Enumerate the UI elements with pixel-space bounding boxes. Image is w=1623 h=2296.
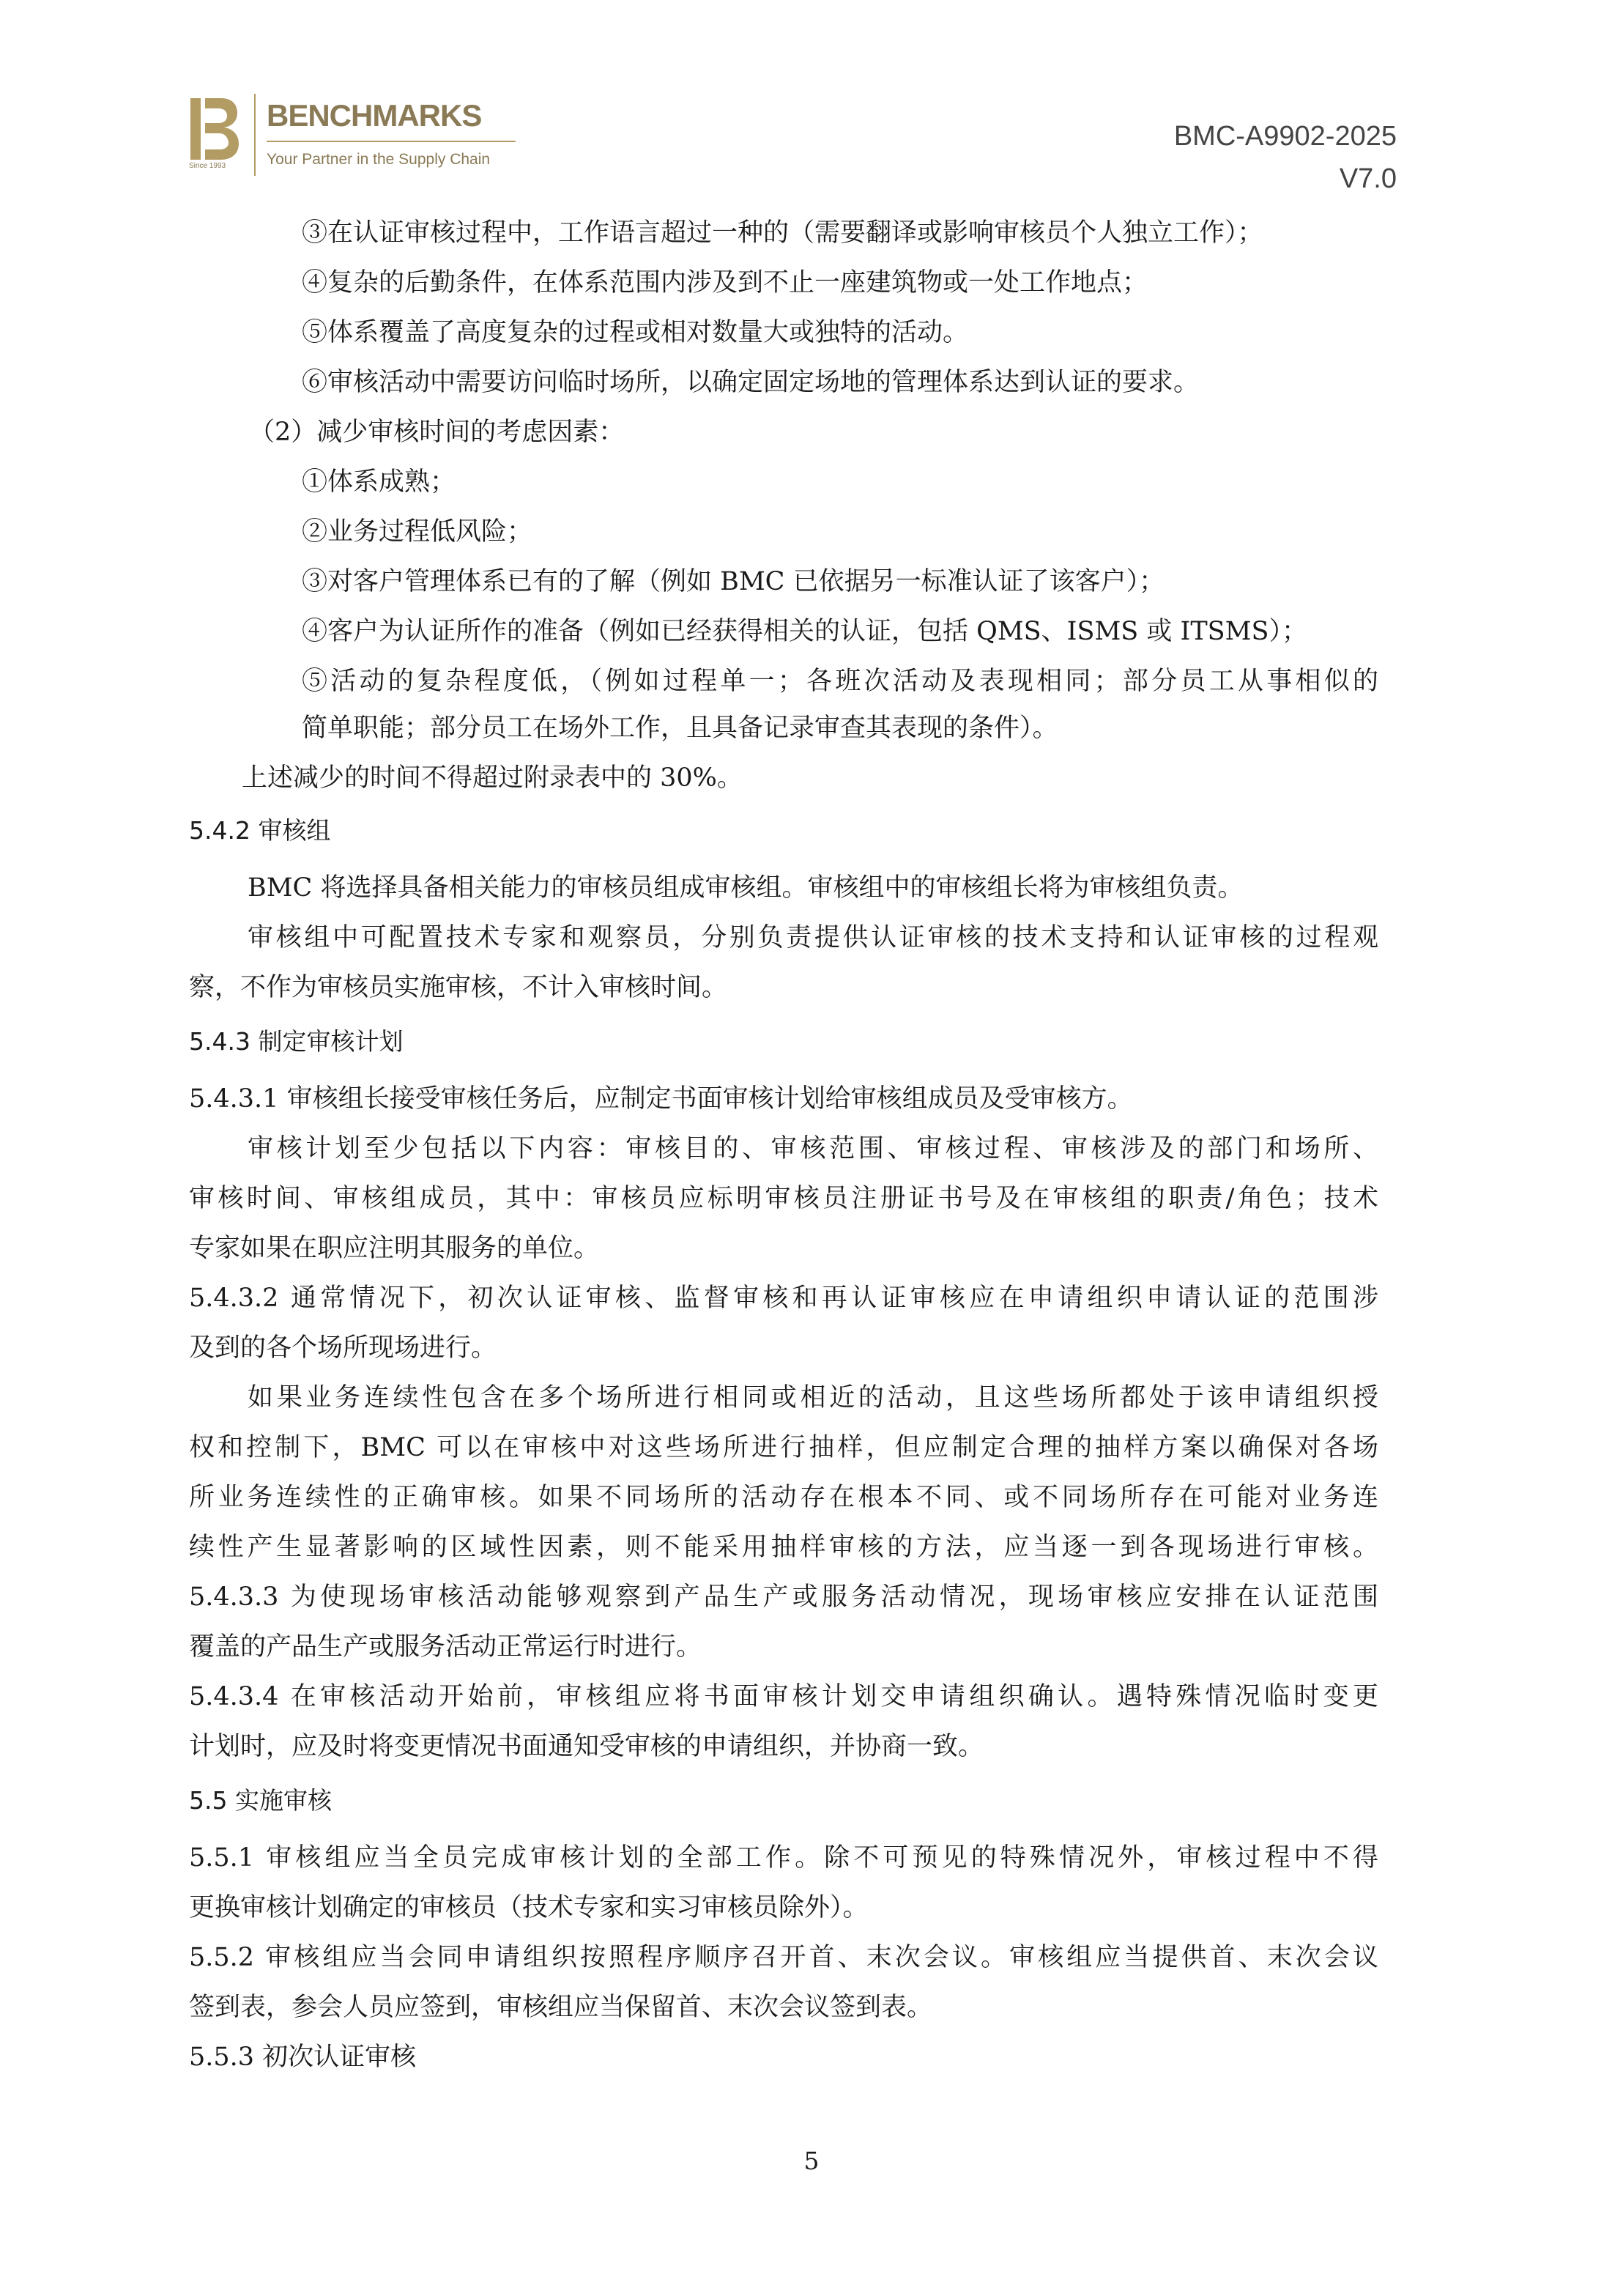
list-item: ②业务过程低风险； (302, 517, 533, 547)
paragraph: 5.4.3.2 通常情况下，初次认证审核、监督审核和再认证审核应在申请组织申请认证的范围涉 (189, 1284, 1378, 1313)
paragraph: 如果业务连续性包含在多个场所进行相同或相近的活动，且这些场所都处于该申请组织授 (248, 1383, 1378, 1412)
paragraph: 5.4.3.1 审核组长接受审核任务后，应制定书面审核计划给审核组成员及受审核方。 (189, 1084, 1133, 1114)
paragraph: 5.5.1 审核组应当全员完成审核计划的全部工作。除不可预见的特殊情况外，审核过程中不得 (189, 1843, 1378, 1873)
list-item: ⑤活动的复杂程度低，（例如过程单一；各班次活动及表现相同；部分员工从事相似的 (302, 667, 1378, 696)
paragraph-continued: 及到的各个场所现场进行。 (189, 1333, 497, 1363)
paragraph-continued: 审核时间、审核组成员，其中：审核员应标明审核员注册证书号及在审核组的职责/角色；技术 (189, 1184, 1378, 1213)
list-item: ④客户为认证所作的准备（例如已经获得相关的认证，包括 QMS、ISMS 或 ITSMS）； (302, 617, 1307, 646)
section-heading: 5.4.2 审核组 (189, 816, 331, 845)
paragraph-continued: 覆盖的产品生产或服务活动正常运行时进行。 (189, 1632, 702, 1662)
paragraph-continued: 签到表，参会人员应签到，审核组应当保留首、末次会议签到表。 (189, 1993, 933, 2022)
paragraph-continued: 更换审核计划确定的审核员（技术专家和实习审核员除外）。 (189, 1893, 869, 1922)
paragraph: 5.5.2 审核组应当会同申请组织按照程序顺序召开首、末次会议。审核组应当提供首、末次会议 (189, 1943, 1378, 1972)
paragraph: 5.4.3.4 在审核活动开始前，审核组应将书面审核计划交申请组织确认。遇特殊情况临时变更 (189, 1682, 1378, 1711)
paragraph-continued: 计划时，应及时将变更情况书面通知受审核的申请组织，并协商一致。 (189, 1732, 984, 1761)
document-code: BMC-A9902-2025 (1173, 121, 1397, 152)
paragraph: BMC 将选择具备相关能力的审核员组成审核组。审核组中的审核组长将为审核组负责。 (248, 873, 1244, 903)
section-heading: 5.5 实施审核 (189, 1786, 332, 1815)
paragraph: 5.5.3 初次认证审核 (189, 2043, 417, 2072)
paragraph-continued: 所业务连续性的正确审核。如果不同场所的活动存在根本不同、或不同场所存在可能对业务连 (189, 1483, 1378, 1512)
list-item: ③在认证审核过程中，工作语言超过一种的（需要翻译或影响审核员个人独立工作）； (302, 218, 1263, 248)
logo-mark-icon (189, 94, 240, 174)
paragraph: 审核组中可配置技术专家和观察员，分别负责提供认证审核的技术支持和认证审核的过程观 (248, 923, 1378, 952)
subsection-heading: （2）减少审核时间的考虑因素： (249, 418, 625, 447)
paragraph-continued: 续性产生显著影响的区域性因素，则不能采用抽样审核的方法，应当逐一到各现场进行审核。 (189, 1533, 1378, 1562)
list-item: ⑤体系覆盖了高度复杂的过程或相对数量大或独特的活动。 (302, 318, 969, 347)
paragraph: 5.4.3.3 为使现场审核活动能够观察到产品生产或服务活动情况，现场审核应安排在认证范围 (189, 1582, 1378, 1612)
paragraph-continued: 专家如果在职应注明其服务的单位。 (189, 1234, 600, 1263)
brand-tagline: Your Partner in the Supply Chain (267, 151, 491, 168)
brand-rule (267, 141, 516, 142)
paragraph: 审核计划至少包括以下内容：审核目的、审核范围、审核过程、审核涉及的部门和场所、 (248, 1134, 1378, 1163)
logo-divider (254, 94, 256, 176)
document-version: V7.0 (1339, 163, 1397, 194)
list-item: ③对客户管理体系已有的了解（例如 BMC 已依据另一标准认证了该客户）； (302, 567, 1165, 596)
list-item: ⑥审核活动中需要访问临时场所，以确定固定场地的管理体系达到认证的要求。 (302, 368, 1200, 397)
list-item: ①体系成熟； (302, 467, 456, 497)
section-heading: 5.4.3 制定审核计划 (189, 1027, 404, 1056)
paragraph-continued: 权和控制下，BMC 可以在审核中对这些场所进行抽样，但应制定合理的抽样方案以确保对各场 (189, 1433, 1378, 1462)
paragraph-continued: 察，不作为审核员实施审核，不计入审核时间。 (189, 973, 728, 1002)
page-number: 5 (803, 2147, 820, 2175)
since-year: Since 1993 (189, 162, 226, 170)
list-item-continued: 简单职能；部分员工在场外工作，且具备记录审查其表现的条件）。 (302, 714, 1058, 743)
brand-name: BENCHMARKS (267, 98, 482, 133)
list-item: ④复杂的后勤条件，在体系范围内涉及到不止一座建筑物或一处工作地点； (302, 268, 1148, 297)
paragraph: 上述减少的时间不得超过附录表中的 30%。 (242, 763, 743, 793)
company-logo (189, 94, 526, 178)
